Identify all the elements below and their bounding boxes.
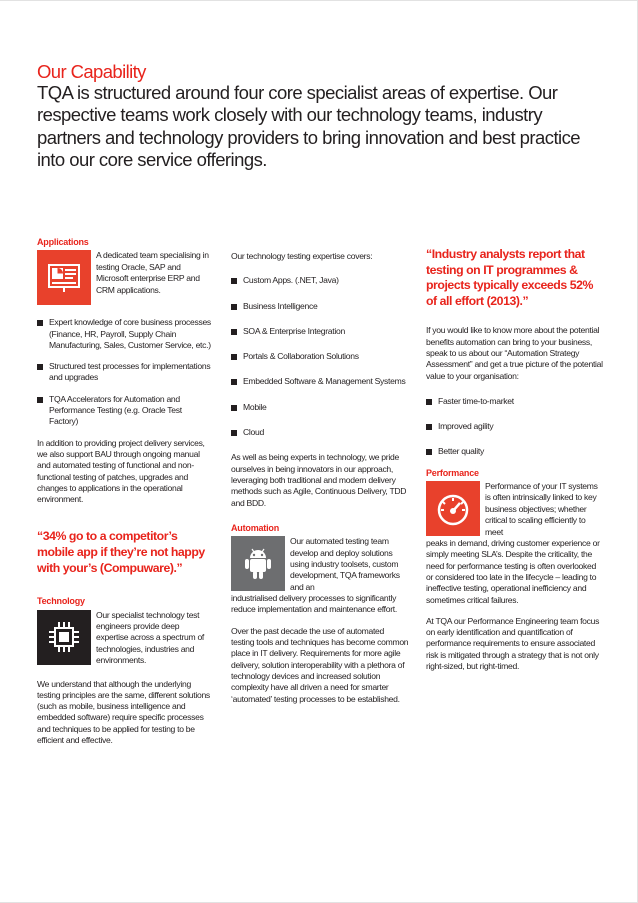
list-item: Expert knowledge of core business processes (Finance, HR, Payroll, Supply Chain Manufacturing, Sales, Customer Service, etc.) xyxy=(37,317,213,351)
page-lead: TQA is structured around four core specialist areas of expertise. Our respective teams work closely with our technology teams, industry partners and technology providers to bring innovation and best practice into our core service offerings. xyxy=(37,82,581,171)
column-right xyxy=(426,237,604,682)
list-item: Structured test processes for implementations and upgrades xyxy=(37,361,213,384)
automation-body: Over the past decade the use of automated testing tools and techniques has become common place in IT delivery. Requirements for more agile delivery, solution interoperability with a plethora of technology devices and increased solution complexity have all driven a need for smarter ‘automated’ testing processes to be established. xyxy=(231,625,409,704)
list-item: Faster time-to-market xyxy=(426,396,604,407)
presentation-chart-icon xyxy=(37,250,91,305)
list-item: Portals & Collaboration Solutions xyxy=(231,351,409,362)
column-left xyxy=(37,237,213,756)
list-item: Embedded Software & Management Systems xyxy=(231,376,409,387)
list-item: TQA Accelerators for Automation and Performance Testing (e.g. Oracle Test Factory) xyxy=(37,394,213,428)
technology-body: We understand that although the underlying testing principles are the same, different solutions (such as mobile, business intelligence and embedded software) require specific processes and techniques to be applied for testing to be efficient and effective. xyxy=(37,678,210,746)
applications-intro: A dedicated team specialising in testing Oracle, SAP and Microsoft enterprise ERP and CRM applications. xyxy=(96,250,209,295)
microchip-icon xyxy=(37,610,91,665)
tech-testing-body: As well as being experts in technology, we pride ourselves in being innovators in our approach, leveraging both traditional and modern delivery methods such as Agile, Continuous Delivery, TDD and BDD. xyxy=(231,452,407,508)
speedometer-icon xyxy=(426,481,480,536)
automation-intro: Our automated testing team develop and deploy solutions using industry toolsets, custom development, TQA frameworks and an xyxy=(290,536,400,592)
automation-strategy-body: If you would like to know more about the potential benefits automation can bring to your business, speak to us about our “Automation Strategy Assessment” and get a true picture of the potential value to your organisation: xyxy=(426,325,603,381)
technology-heading: Technology xyxy=(37,596,85,607)
tech-testing-bullet-list xyxy=(231,275,409,438)
applications-bullet-list xyxy=(37,317,213,427)
column-middle xyxy=(231,237,409,715)
performance-body: At TQA our Performance Engineering team focus on early identification and quantification of performance requirements to ensure associated risk is mitigated through a strategy that is not only right-sized, but right-timed. xyxy=(426,615,600,672)
pull-quote-industry-analysts: “Industry analysts report that testing on IT programmes & projects typically exceeds 52% of all effort (2013).” xyxy=(426,247,593,308)
list-item: SOA & Enterprise Integration xyxy=(231,326,409,337)
tech-testing-intro: Our technology testing expertise covers: xyxy=(231,251,373,261)
list-item: Cloud xyxy=(231,427,409,438)
list-item: Mobile xyxy=(231,402,409,413)
automation-strategy-bullet-list xyxy=(426,396,604,458)
applications-heading: Applications xyxy=(37,237,89,247)
performance-intro: Performance of your IT systems is often intrinsically linked to key business objectives; whether critical to scaling efficiently to meet xyxy=(485,481,598,537)
automation-intro-continued: industrialised delivery processes to significantly reduce implementation and maintenance effort. xyxy=(231,593,397,615)
list-item: Custom Apps. (.NET, Java) xyxy=(231,275,409,286)
android-robot-icon xyxy=(231,536,285,591)
list-item: Business Intelligence xyxy=(231,301,409,312)
list-item: Improved agility xyxy=(426,421,604,432)
applications-body: In addition to providing project delivery services, we also support BAU through ongoing manual and automated testing of functional and non-functional testing of patches, upgrades and changes to applications in the operational environment. xyxy=(37,437,205,505)
technology-intro: Our specialist technology test engineers provide deep expertise across a spectrum of technologies, industries and environments. xyxy=(96,609,205,666)
performance-heading: Performance xyxy=(426,467,479,478)
page-title: Our Capability xyxy=(37,61,146,82)
pull-quote-compuware: “34% go to a competitor’s mobile app if they’re not happy with your’s (Compuware).” xyxy=(37,529,205,575)
performance-intro-continued: peaks in demand, driving customer experience or simply meeting SLA’s. Despite the criticality, the need for performance testing is often overlooked or considered too late in the lifecycle – leading to ineffective testing, operational inefficiency and sometimes critical failures. xyxy=(426,538,600,605)
automation-heading: Automation xyxy=(231,522,279,533)
list-item: Better quality xyxy=(426,446,604,457)
